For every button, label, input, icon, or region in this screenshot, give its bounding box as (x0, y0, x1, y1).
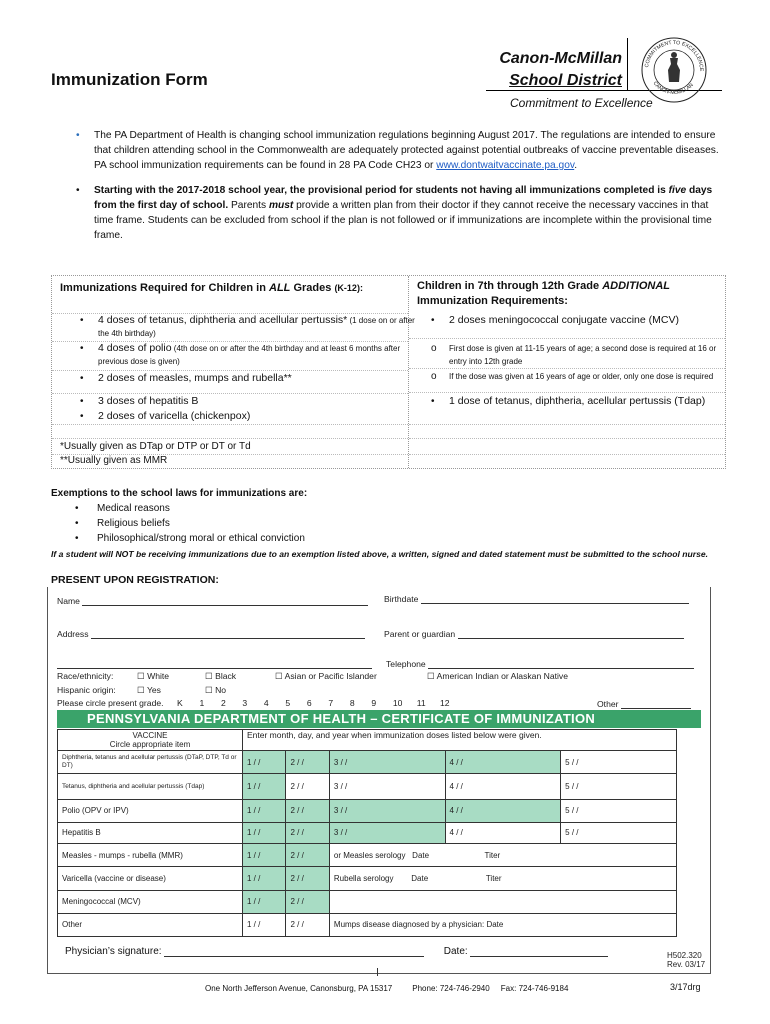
grade-options[interactable]: K 1 2 3 4 5 6 7 8 9 10 11 12 (177, 698, 450, 708)
dose-cell[interactable]: 1 / / (243, 822, 286, 843)
footer-address: One North Jefferson Avenue, Canonsburg, PA 15317 (205, 984, 393, 993)
revision-code: 3/17drg (670, 982, 701, 992)
dose-cell[interactable]: 1 / / (243, 844, 286, 867)
dose-cell[interactable]: 2 / / (286, 844, 329, 867)
certificate-of-immunization (47, 587, 711, 977)
bullet-icon: • (76, 130, 80, 141)
list-item: • 3 doses of hepatitis B (80, 395, 199, 407)
table-row: Meningococcal (MCV) 1 / / 2 / / (58, 890, 677, 913)
table-row: Varicella (vaccine or disease) 1 / / 2 / / Rubella serology Date Titer (58, 867, 677, 890)
mumps-cell[interactable]: Mumps disease diagnosed by a physician: Date (329, 913, 676, 936)
dose-cell[interactable]: 3 / / (329, 822, 445, 843)
grades-7-12-column (409, 276, 725, 468)
physician-signature-field[interactable]: Physician’s signature: Date: (65, 946, 608, 957)
dose-cell[interactable]: 2 / / (286, 751, 329, 774)
list-item: • 2 doses meningococcal conjugate vaccine (MCV) (431, 314, 679, 326)
table-row: Hepatitis B 1 / / 2 / / 3 / / 4 / / 5 / / (58, 822, 677, 843)
name-field[interactable]: Name (57, 595, 368, 606)
table-row: Diphtheria, tetanus and acellular pertussis (DTaP, DTP, Td or DT) 1 / / 2 / / 3 / / 4 / / 5 / / (58, 751, 677, 774)
list-item: • Philosophical/strong moral or ethical conviction (75, 533, 305, 544)
svg-text:CANON-McMILLAN (652, 81, 695, 97)
dose-cell[interactable]: 5 / / (561, 799, 677, 822)
seal-top-text: COMMITMENT TO EXCELLENCE (644, 39, 705, 72)
dose-cell[interactable]: 2 / / (286, 774, 329, 799)
requirements-table (51, 275, 726, 469)
dose-cell[interactable]: 4 / / (445, 799, 561, 822)
blank-cell[interactable] (329, 890, 676, 913)
grade-other-field[interactable]: Other (597, 698, 691, 709)
white-checkbox[interactable]: ☐ White (137, 671, 170, 681)
table-row: Tetanus, diphtheria and acellular pertussis (Tdap) 1 / / 2 / / 3 / / 4 / / 5 / / (58, 774, 677, 799)
exemption-warning: If a student will NOT be receiving immunizations due to an exemption listed above, a written, signed and dated statement must be submitted to the school nurse. (51, 549, 709, 559)
blank-line (57, 658, 372, 669)
mmr-note: **Usually given as MMR (60, 455, 168, 466)
birthdate-field[interactable]: Birthdate (384, 593, 689, 604)
intro-bullets (76, 128, 726, 253)
parent-field[interactable]: Parent or guardian (384, 628, 684, 639)
list-item: • Medical reasons (75, 503, 170, 514)
dose-cell[interactable]: 5 / / (561, 774, 677, 799)
list-item: • Religious beliefs (75, 518, 170, 529)
list-item: • 2 doses of measles, mumps and rubella** (80, 372, 292, 384)
dose-cell[interactable]: 2 / / (286, 913, 329, 936)
all-grades-heading: Immunizations Required for Children in ALL Grades (K-12): (60, 282, 363, 294)
dtap-note: *Usually given as DTap or DTP or DT or Td (60, 441, 251, 452)
motto: Commitment to Excellence (510, 96, 653, 110)
dose-cell[interactable]: 1 / / (243, 867, 286, 890)
intro-bullet-1: • The PA Department of Health is changing school immunization regulations beginning August 2017. The regulations are intended to ensure that children attending school in the Commonwealth are adequately protected against potential outbreaks of vaccine preventable diseases. PA school immunization requirements can be found in 28 PA Code CH23 or www.dontwaitvaccinate.pa.gov. (76, 130, 719, 171)
footer-fax: Fax: 724-746-9184 (500, 984, 569, 993)
dose-cell[interactable]: 4 / / (445, 774, 561, 799)
footer (205, 984, 568, 993)
hispanic-label: Hispanic origin: (57, 685, 116, 695)
list-item: • 4 doses of polio (4th dose on or after the 4th birthday and at least 6 months after previous dose is given) (80, 342, 401, 366)
bullet-icon: • (76, 185, 80, 196)
dose-cell[interactable]: 1 / / (243, 913, 286, 936)
dose-cell[interactable]: 2 / / (286, 867, 329, 890)
dose-cell[interactable]: 4 / / (445, 751, 561, 774)
table-row: Measles - mumps - rubella (MMR) 1 / / 2 / / or Measles serology Date Titer (58, 844, 677, 867)
list-item: o If the dose was given at 16 years of age or older, only one dose is required (431, 371, 714, 382)
exemptions-heading: Exemptions to the school laws for immunizations are: (51, 488, 308, 499)
certificate-title-bar: PENNSYLVANIA DEPARTMENT OF HEALTH – CERTIFICATE OF IMMUNIZATION (57, 710, 701, 728)
list-item: • 4 doses of tetanus, diphtheria and acellular pertussis* (1 dose on or after the 4th birthday) (80, 314, 415, 338)
header-divider (627, 38, 628, 90)
table-row: VACCINE Circle appropriate item Enter month, day, and year when immunization doses listed below were given. (58, 730, 677, 751)
table-row: Polio (OPV or IPV) 1 / / 2 / / 3 / / 4 / / 5 / / (58, 799, 677, 822)
district-seal-icon (640, 36, 708, 104)
list-item: o First dose is given at 11-15 years of age; a second dose is required at 16 or entry into 12th grade (431, 343, 717, 366)
dose-cell[interactable]: 1 / / (243, 751, 286, 774)
footer-phone: Phone: 724-746-2940 (412, 984, 490, 993)
dose-cell[interactable]: 3 / / (329, 774, 445, 799)
hispanic-no-checkbox[interactable]: ☐ No (205, 685, 227, 695)
list-item: • 1 dose of tetanus, diphtheria, acellular pertussis (Tdap) (431, 395, 706, 407)
dose-cell[interactable]: 3 / / (329, 799, 445, 822)
serology-cell[interactable]: Rubella serology Date Titer (329, 867, 676, 890)
date-label: Date: (443, 946, 471, 957)
dose-cell[interactable]: 2 / / (286, 890, 329, 913)
dose-cell[interactable]: 3 / / (329, 751, 445, 774)
district-name (492, 48, 622, 92)
present-upon-registration: PRESENT UPON REGISTRATION: (51, 574, 219, 586)
dose-cell[interactable]: 1 / / (243, 774, 286, 799)
grade-label: Please circle present grade. (57, 698, 164, 708)
dose-cell[interactable]: 1 / / (243, 799, 286, 822)
dose-cell[interactable]: 5 / / (561, 751, 677, 774)
all-grades-column (52, 276, 415, 468)
race-label: Race/ethnicity: (57, 671, 114, 681)
serology-cell[interactable]: or Measles serology Date Titer (329, 844, 676, 867)
immunization-grid (57, 729, 677, 937)
black-checkbox[interactable]: ☐ Black (205, 671, 237, 681)
intro-bullet-2: • Starting with the 2017-2018 school year, the provisional period for students not having all immunizations completed is five days from the first day of school. Parents must provide a written plan from their doctor if they cannot receive the necessary vaccines in that time frame. Students can be excluded from school if the plan is not followed or if immunizations are incomplete within the provisional time frame. (76, 185, 713, 241)
list-item: • 2 doses of varicella (chickenpox) (80, 410, 251, 422)
dose-cell[interactable]: 4 / / (445, 822, 561, 843)
district-line2: School District (509, 72, 622, 89)
dose-cell[interactable]: 1 / / (243, 890, 286, 913)
dontwait-link[interactable]: www.dontwaitvaccinate.pa.gov (436, 160, 575, 171)
form-revision: H502.320 Rev. 03/17 (667, 951, 706, 969)
american-indian-checkbox[interactable]: ☐ American Indian or Alaskan Native (427, 671, 568, 681)
dose-cell[interactable]: 5 / / (561, 822, 677, 843)
address-field[interactable]: Address (57, 628, 365, 639)
divider (377, 968, 378, 976)
hispanic-yes-checkbox[interactable]: ☐ Yes (137, 685, 161, 695)
asian-checkbox[interactable]: ☐ Asian or Pacific Islander (275, 671, 377, 681)
page-title: Immunization Form (51, 70, 208, 89)
dose-cell[interactable]: 2 / / (286, 799, 329, 822)
dose-cell[interactable]: 2 / / (286, 822, 329, 843)
seal-bottom-text: CANON-McMILLAN (651, 80, 695, 97)
grades-7-12-heading: Children in 7th through 12th Grade ADDITIONAL Immunization Requirements: (417, 280, 671, 307)
exemptions-section (51, 486, 741, 562)
table-row: Other 1 / / 2 / / Mumps disease diagnosed by a physician: Date (58, 913, 677, 936)
telephone-field[interactable]: Telephone (386, 658, 694, 669)
district-line1: Canon-McMillan (499, 50, 622, 67)
